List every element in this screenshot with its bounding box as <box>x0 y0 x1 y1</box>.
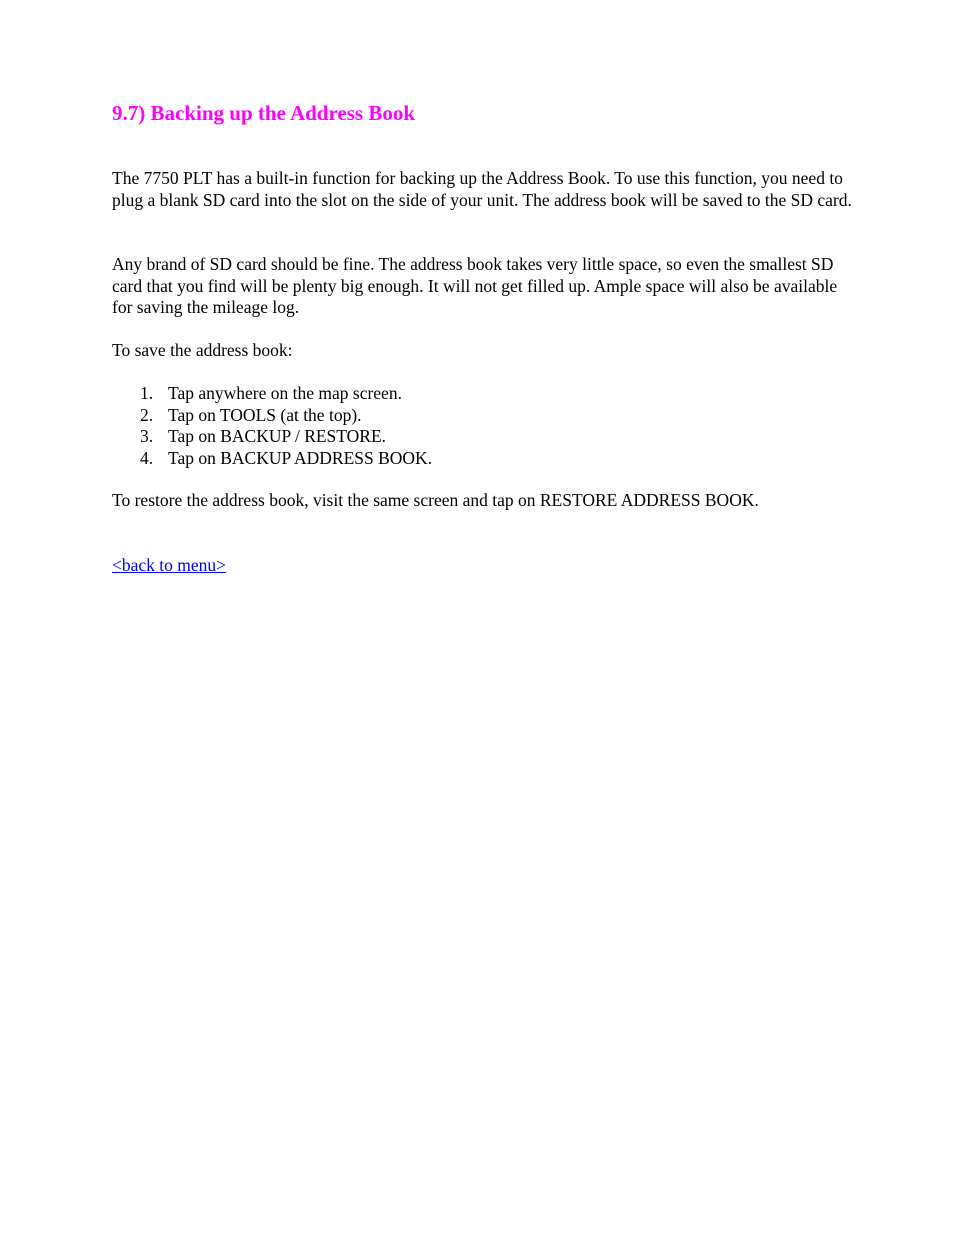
step-text: Tap anywhere on the map screen. <box>168 383 402 403</box>
back-to-menu-link[interactable]: <back to menu> <box>112 555 227 575</box>
list-item <box>112 448 432 470</box>
step-number: 1. <box>140 383 154 403</box>
restore-paragraph: To restore the address book, visit the same screen and tap on RESTORE ADDRESS BOOK. <box>112 490 759 510</box>
sd-card-paragraph: Any brand of SD card should be fine. The address book takes very little space, so even the smallest SD card that you find will be plenty big enough. It will not get filled up. Ample space will also be available for saving the mileage log. <box>112 254 838 317</box>
list-item <box>112 383 432 405</box>
step-number: 3. <box>140 426 154 446</box>
step-text: Tap on TOOLS (at the top). <box>168 404 362 425</box>
save-intro-paragraph: To save the address book: <box>112 340 293 360</box>
list-item <box>112 426 432 448</box>
step-number: 2. <box>140 404 154 425</box>
backup-steps-list <box>112 383 432 469</box>
step-number: 4. <box>140 447 154 468</box>
step-text: Tap on BACKUP ADDRESS BOOK. <box>168 447 433 468</box>
list-item <box>112 405 432 427</box>
section-heading: 9.7) Backing up the Address Book <box>112 101 416 125</box>
step-text: Tap on BACKUP / RESTORE. <box>168 426 387 446</box>
intro-paragraph: The 7750 PLT has a built-in function for backing up the Address Book. To use this function, you need to plug a blank SD card into the slot on the side of your unit. The address book will be saved to the SD card. <box>112 168 852 210</box>
